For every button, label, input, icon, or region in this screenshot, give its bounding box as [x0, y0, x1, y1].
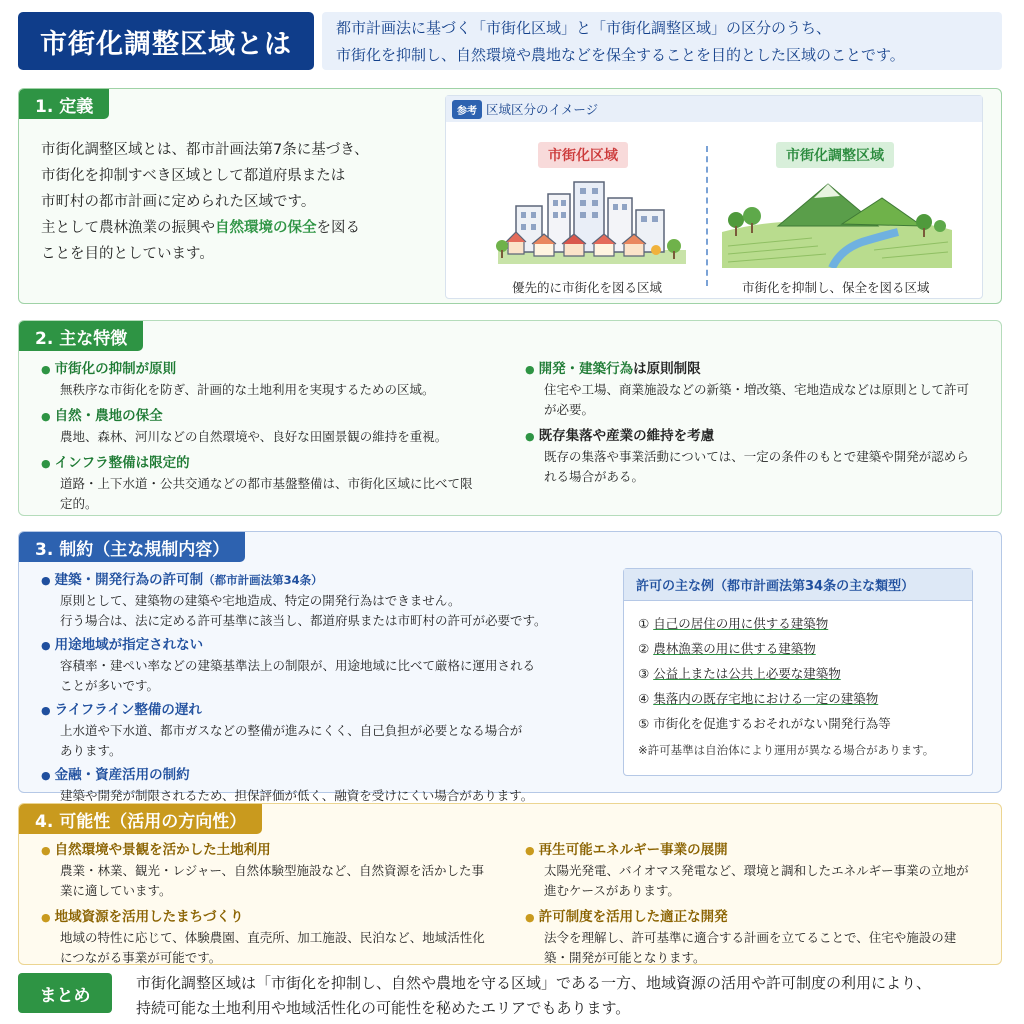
- restriction-item: [41, 635, 601, 696]
- permit-examples-panel: [623, 568, 973, 776]
- zone-image-panel: [445, 95, 983, 299]
- permit-number: ①: [638, 616, 650, 631]
- restriction-item: [41, 700, 601, 761]
- permit-text: 農林漁業の用に供する建築物: [653, 641, 816, 656]
- bullet-icon: ●: [525, 844, 535, 857]
- zone-image-header: [446, 96, 982, 122]
- potential-title: 地域資源を活用したまちづくり: [54, 909, 244, 925]
- potential-item: [41, 840, 491, 901]
- potential-left-column: [41, 840, 491, 974]
- definition-highlight: 自然環境の保全: [215, 220, 317, 236]
- bullet-icon: ●: [41, 410, 51, 423]
- summary-text: [136, 971, 1006, 1021]
- permit-number: ④: [638, 691, 650, 706]
- potential-desc: 法令を理解し、許可基準に適合する計画を立てることで、住宅や施設の建築・開発が可能となります。: [544, 930, 957, 965]
- definition-line4-pre: 主として農林漁業の振興や: [41, 220, 215, 236]
- permit-text: 自己の居住の用に供する建築物: [653, 616, 829, 631]
- permit-text: 公益上または公共上必要な建築物: [653, 666, 841, 681]
- feature-title: 自然・農地の保全: [54, 408, 163, 424]
- control-zone-label: 市街化調整区域: [776, 142, 894, 168]
- bullet-icon: ●: [525, 430, 535, 443]
- zone-image-title: 区域区分のイメージ: [486, 102, 599, 117]
- restriction-desc: 容積率・建ぺい率などの建築基準法上の制限が、用途地域に比べて厳格に運用される: [60, 658, 536, 673]
- restriction-title: 金融・資産活用の制約: [54, 767, 190, 783]
- header-desc-line1: 都市計画法に基づく「市街化区域」と「市街化調整区域」の区分のうち、: [336, 19, 832, 37]
- feature-title: インフラ整備は限定的: [54, 455, 190, 471]
- bullet-icon: ●: [41, 363, 51, 376]
- definition-line: 市街化調整区域とは、都市計画法第7条に基づき、: [41, 142, 369, 158]
- feature-item: [41, 453, 501, 514]
- feature-title: 既存集落や産業の維持を考慮: [538, 428, 715, 444]
- bullet-icon: ●: [41, 457, 51, 470]
- definition-line: [41, 215, 431, 241]
- permit-item: [638, 711, 972, 736]
- section-potential: [18, 803, 1002, 965]
- control-zone-caption: 市街化を抑制し、保全を図る区域: [742, 280, 930, 295]
- permit-number: ②: [638, 641, 650, 656]
- feature-desc: 無秩序な市街化を防ぎ、計画的な土地利用を実現するための区域。: [60, 382, 435, 397]
- header-desc-line2: 市街化を抑制し、自然環境や農地などを保全することを目的とした区域のことです。: [336, 46, 905, 64]
- bullet-icon: ●: [525, 363, 535, 376]
- bullet-icon: ●: [41, 911, 51, 924]
- potential-right-column: [525, 840, 975, 974]
- potential-item: [525, 907, 975, 968]
- page-title: 市街化調整区域とは: [18, 12, 314, 70]
- restriction-item: [41, 765, 601, 806]
- zone-divider: [706, 146, 708, 286]
- urbanization-zone-caption: 優先的に市街化を図る区域: [512, 280, 663, 295]
- permit-panel-title: 許可の主な例（都市計画法第34条の主な類型）: [624, 569, 972, 601]
- bullet-icon: ●: [525, 911, 535, 924]
- header-description: [322, 12, 1002, 70]
- city-illustration: [494, 176, 690, 268]
- feature-title-highlight: 開発・建築行為: [538, 361, 634, 377]
- permit-item: [638, 661, 972, 686]
- feature-title-rest: は原則制限: [633, 361, 701, 377]
- potential-desc: 農業・林業、観光・レジャー、自然体験型施設など、自然資源を活かした事業に適しています。: [60, 863, 484, 898]
- summary-line2: 持続可能な土地利用や地域活性化の可能性を秘めたエリアでもあります。: [136, 999, 631, 1017]
- restriction-desc: 建築や開発が制限されるため、担保評価が低く、融資を受けにくい場合があります。: [60, 788, 534, 803]
- potential-desc: 太陽光発電、バイオマス発電など、環境と調和したエネルギー事業の立地が進むケースがあります。: [544, 863, 969, 898]
- feature-item: [41, 359, 501, 400]
- features-left-column: [41, 359, 501, 520]
- restriction-desc: 原則として、建築物の建築や宅地造成、特定の開発行為はできません。: [60, 593, 461, 608]
- permit-list: [624, 601, 972, 736]
- bullet-icon: ●: [41, 769, 51, 782]
- feature-item: [525, 426, 975, 487]
- feature-title: 市街化の抑制が原則: [54, 361, 177, 377]
- summary-line1: 市街化調整区域は「市街化を抑制し、自然や農地を守る区域」である一方、地域資源の活用や許可制度の利用により、: [136, 974, 932, 992]
- bullet-icon: ●: [41, 844, 51, 857]
- section-definition-tab: 1. 定義: [19, 89, 109, 119]
- restriction-title: 用途地域が指定されない: [54, 637, 204, 653]
- restriction-desc: あります。: [60, 743, 122, 758]
- permit-text: 市街化を促進するおそれがない開発行為等: [653, 716, 891, 731]
- bullet-icon: ●: [41, 639, 51, 652]
- restrictions-list: [41, 570, 601, 806]
- bullet-icon: ●: [41, 704, 51, 717]
- countryside-illustration: [722, 176, 952, 268]
- restriction-item: [41, 570, 601, 631]
- restriction-title: ライフライン整備の遅れ: [54, 702, 202, 718]
- definition-line: 市街化を抑制すべき区域として都道府県または: [41, 168, 346, 184]
- summary-tab: まとめ: [18, 973, 112, 1013]
- restriction-desc: ことが多いです。: [60, 678, 160, 693]
- definition-line: 市町村の都市計画に定められた区域です。: [41, 194, 316, 210]
- permit-item: [638, 686, 972, 711]
- feature-item: [525, 359, 975, 420]
- feature-desc: 道路・上下水道・公共交通などの都市基盤整備は、市街化区域に比べて限定的。: [60, 476, 473, 511]
- restriction-desc: 行う場合は、法に定める許可基準に該当し、都道府県または市町村の許可が必要です。: [60, 613, 547, 628]
- potential-item: [41, 907, 491, 968]
- permit-item: [638, 636, 972, 661]
- section-restrictions-tab: 3. 制約（主な規制内容）: [19, 532, 245, 562]
- bullet-icon: ●: [41, 574, 51, 587]
- section-features-tab: 2. 主な特徴: [19, 321, 143, 351]
- restriction-subtitle: （都市計画法第34条）: [203, 573, 323, 587]
- potential-title: 自然環境や景観を活かした土地利用: [54, 842, 271, 858]
- feature-desc: 既存の集落や事業活動については、一定の条件のもとで建築や開発が認められる場合がある。: [544, 449, 969, 484]
- permit-item: [638, 611, 972, 636]
- urbanization-zone-label: 市街化区域: [538, 142, 628, 168]
- potential-desc: 地域の特性に応じて、体験農園、直売所、加工施設、民泊など、地域活性化につながる事業が可能です。: [60, 930, 485, 965]
- section-restrictions: [18, 531, 1002, 803]
- definition-text: [41, 137, 431, 267]
- permit-text: 集落内の既存宅地における一定の建築物: [653, 691, 879, 706]
- permit-note: ※許可基準は自治体により運用が異なる場合があります。: [638, 743, 935, 757]
- section-features: [18, 320, 1002, 516]
- feature-desc: 住宅や工場、商業施設などの新築・増改築、宅地造成などは原則として許可が必要。: [544, 382, 970, 417]
- section-definition: [18, 88, 1002, 304]
- permit-number: ⑤: [638, 716, 650, 731]
- permit-number: ③: [638, 666, 650, 681]
- section-potential-tab: 4. 可能性（活用の方向性）: [19, 804, 262, 834]
- potential-title: 許可制度を活用した適正な開発: [538, 909, 728, 925]
- restriction-desc: 上水道や下水道、都市ガスなどの整備が進みにくく、自己負担が必要となる場合が: [60, 723, 523, 738]
- reference-badge: 参考: [452, 100, 482, 119]
- definition-line: ことを目的としています。: [41, 246, 214, 262]
- features-right-column: [525, 359, 975, 493]
- feature-desc: 農地、森林、河川などの自然環境や、良好な田園景観の維持を重視。: [60, 429, 448, 444]
- definition-line4-post: を図る: [316, 220, 360, 236]
- potential-title: 再生可能エネルギー事業の展開: [538, 842, 728, 858]
- feature-item: [41, 406, 501, 447]
- potential-item: [525, 840, 975, 901]
- restriction-title: 建築・開発行為の許可制: [54, 572, 204, 588]
